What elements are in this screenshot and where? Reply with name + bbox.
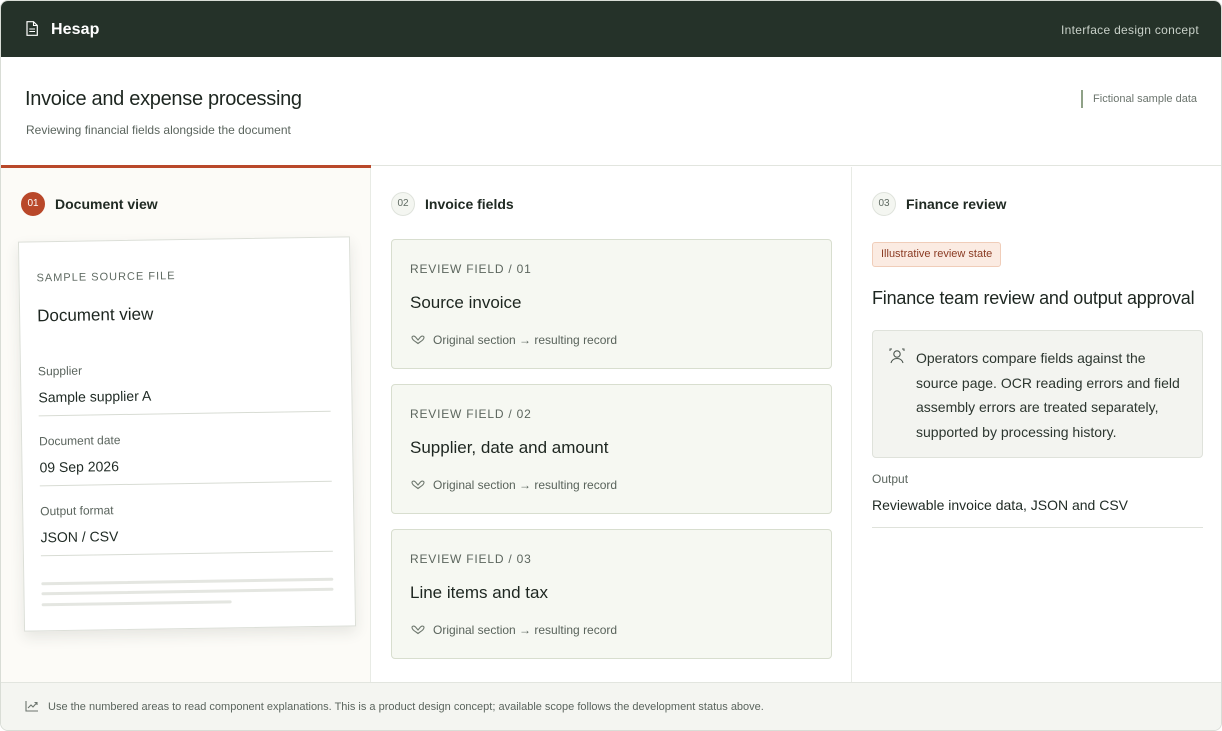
sample-data-note: Fictional sample data [1081, 90, 1197, 108]
panel-title: Document view [55, 196, 158, 212]
active-indicator [1, 165, 371, 168]
footer-text: Use the numbered areas to read component explanations. This is a product design concept; available scope follows the development status above. [48, 701, 764, 713]
review-field-link-label: Original section → resulting record [433, 333, 618, 347]
invoice-fields-panel[interactable] [371, 167, 852, 682]
document-field-format [40, 500, 333, 557]
step-number-badge: 01 [21, 192, 45, 216]
placeholder-line [41, 578, 333, 586]
review-field-card[interactable] [391, 384, 832, 514]
panel-header-document[interactable] [21, 192, 158, 216]
page-title: Invoice and expense processing [25, 88, 302, 110]
output-label: Output [872, 472, 909, 486]
placeholder-line [41, 588, 333, 596]
review-field-title: Line items and tax [410, 583, 548, 602]
document-view-panel[interactable] [1, 167, 371, 682]
review-field-eyebrow: REVIEW FIELD / 02 [410, 407, 532, 421]
output-value: Reviewable invoice data, JSON and CSV [872, 497, 1203, 528]
review-field-eyebrow: REVIEW FIELD / 01 [410, 262, 532, 276]
step-number-badge: 03 [872, 192, 896, 216]
step-number-badge: 02 [391, 192, 415, 216]
operator-note [872, 330, 1203, 458]
review-field-link-label: Original section → resulting record [433, 478, 618, 492]
review-field-link[interactable] [410, 478, 617, 492]
document-field-date [39, 430, 332, 487]
document-preview [18, 236, 356, 631]
review-field-card[interactable] [391, 239, 832, 369]
field-label: Supplier [37, 363, 83, 379]
concept-label: Interface design concept [1061, 23, 1199, 37]
placeholder-line [42, 600, 232, 606]
operator-note-text: Operators compare fields against the source page. OCR reading errors and field assembly errors are treated separately, supported by processing history. [916, 350, 1180, 440]
review-field-card[interactable] [391, 529, 832, 659]
review-field-link-label: Original section → resulting record [433, 623, 618, 637]
field-value: 09 Sep 2026 [39, 458, 120, 476]
finance-review-panel[interactable] [852, 167, 1222, 682]
page-header [1, 57, 1221, 166]
review-field-link[interactable] [410, 333, 617, 347]
review-field-link[interactable] [410, 623, 617, 637]
app-name: Hesap [51, 21, 100, 38]
link-icon [410, 479, 426, 491]
panel-title: Invoice fields [425, 196, 514, 212]
panel-header-finance[interactable] [872, 192, 1006, 216]
field-label: Document date [38, 433, 121, 449]
person-icon [889, 348, 905, 364]
link-icon [410, 334, 426, 346]
chart-icon [25, 700, 39, 712]
panel-header-invoice[interactable] [391, 192, 514, 216]
review-field-title: Source invoice [410, 293, 522, 312]
top-bar [1, 1, 1221, 57]
document-title: Document view [36, 304, 154, 326]
review-field-title: Supplier, date and amount [410, 438, 609, 457]
review-state-badge: Illustrative review state [872, 242, 1001, 267]
panel-title: Finance review [906, 196, 1007, 212]
field-label: Output format [40, 503, 114, 519]
document-icon [26, 21, 38, 36]
link-icon [410, 624, 426, 636]
field-value: Sample supplier A [38, 387, 152, 406]
review-field-eyebrow: REVIEW FIELD / 03 [410, 552, 532, 566]
document-eyebrow: SAMPLE SOURCE FILE [36, 270, 176, 285]
field-value: JSON / CSV [40, 528, 119, 546]
footer-bar [1, 682, 1221, 731]
page-subtitle: Reviewing financial fields alongside the document [26, 123, 291, 137]
document-field-supplier [38, 360, 331, 417]
finance-review-title: Finance team review and output approval [872, 288, 1195, 308]
